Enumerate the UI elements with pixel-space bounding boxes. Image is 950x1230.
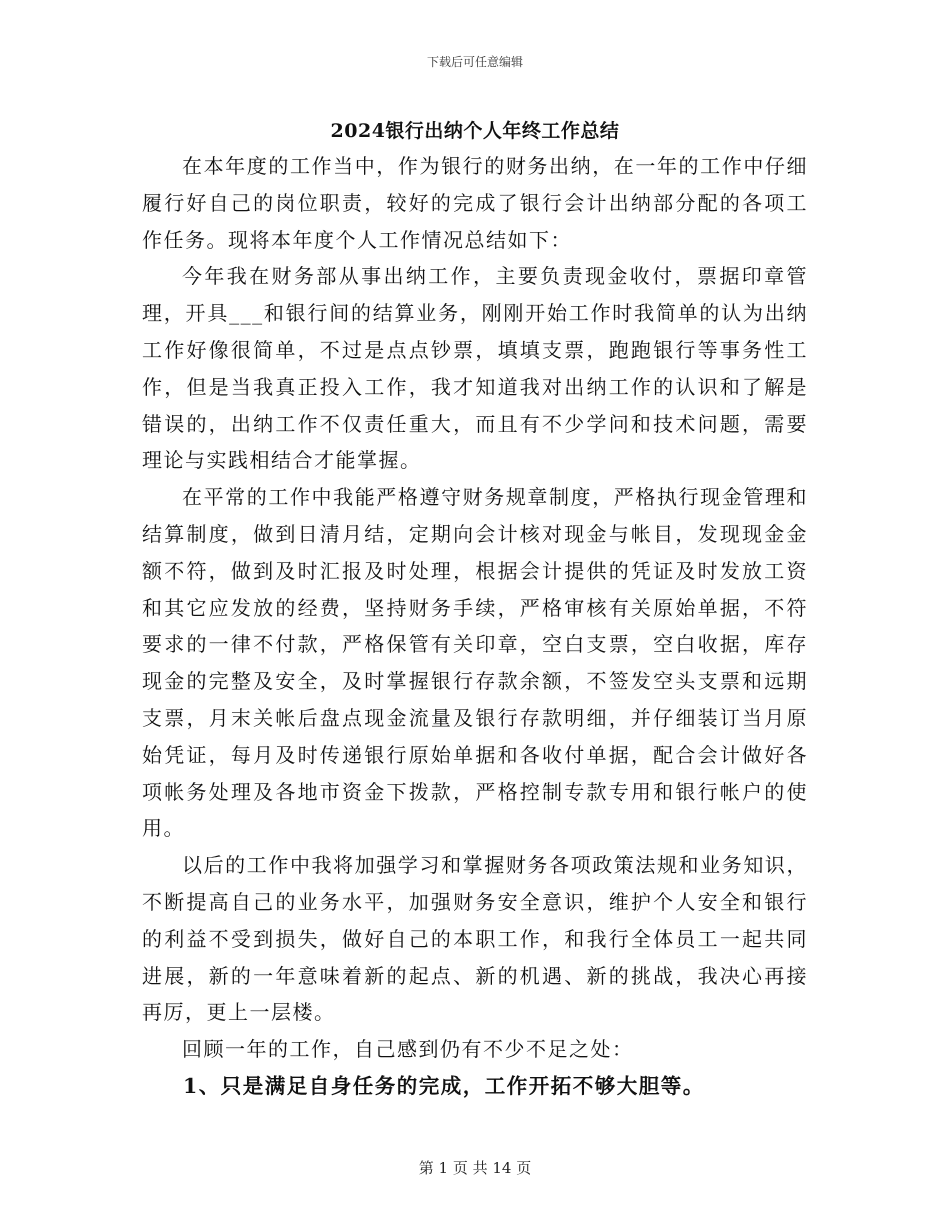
header-note: 下载后可任意编辑: [426, 55, 523, 69]
shortcoming-item-1: 1、只是满足自身任务的完成，工作开拓不够大胆等。: [183, 1073, 705, 1098]
paragraph-review: 回顾一年的工作，自己感到仍有不少不足之处：: [182, 1037, 634, 1062]
paragraph-practice: 在平常的工作中我能严格遵守财务规章制度，严格执行现金管理和结算制度，做到日清月结，定期向会计核对现金与帐目，发现现金金额不符，做到及时汇报及时处理，根据会计提供的凭证及时发放工资和其它应发放的经费，坚持财务手续，严格审核有关原始单据，不符要求的一律不付款，严格保管有关印章，空白支票，空白收据，库存现金的完整及安全，及时掌握银行存款余额，不签发空头支票和远期支票，月末关帐后盘点现金流量及银行存款明细，并仔细装订当月原始凭证，每月及时传递银行原始单据和各收付单据，配合会计做好各项帐务处理及各地市资金下拨款，严格控制专款专用和银行帐户的使用。: [142, 485, 808, 841]
page-footer: 第 1 页 共 14 页: [418, 1159, 532, 1177]
document-body: [142, 148, 808, 1105]
paragraph-future: 以后的工作中我将加强学习和掌握财务各项政策法规和业务知识，不断提高自己的业务水平，加强财务安全意识，维护个人安全和银行的利益不受到损失，做好自己的本职工作，和我行全体员工一起共同进展，新的一年意味着新的起点、新的机遇、新的挑战，我决心再接再厉，更上一层楼。: [142, 853, 808, 1025]
paragraph-duties: 今年我在财务部从事出纳工作，主要负责现金收付，票据印章管理，开具___和银行间的结算业务，刚刚开始工作时我简单的认为出纳工作好像很简单，不过是点点钞票，填填支票，跑跑银行等事务性工作，但是当我真正投入工作，我才知道我对出纳工作的认识和了解是错误的，出纳工作不仅责任重大，而且有不少学问和技术问题，需要理论与实践相结合才能掌握。: [142, 264, 808, 473]
paragraph-intro: 在本年度的工作当中，作为银行的财务出纳，在一年的工作中仔细履行好自己的岗位职责，较好的完成了银行会计出纳部分配的各项工作任务。现将本年度个人工作情况总结如下：: [142, 154, 808, 252]
document-title: 2024银行出纳个人年终工作总结: [330, 120, 620, 142]
